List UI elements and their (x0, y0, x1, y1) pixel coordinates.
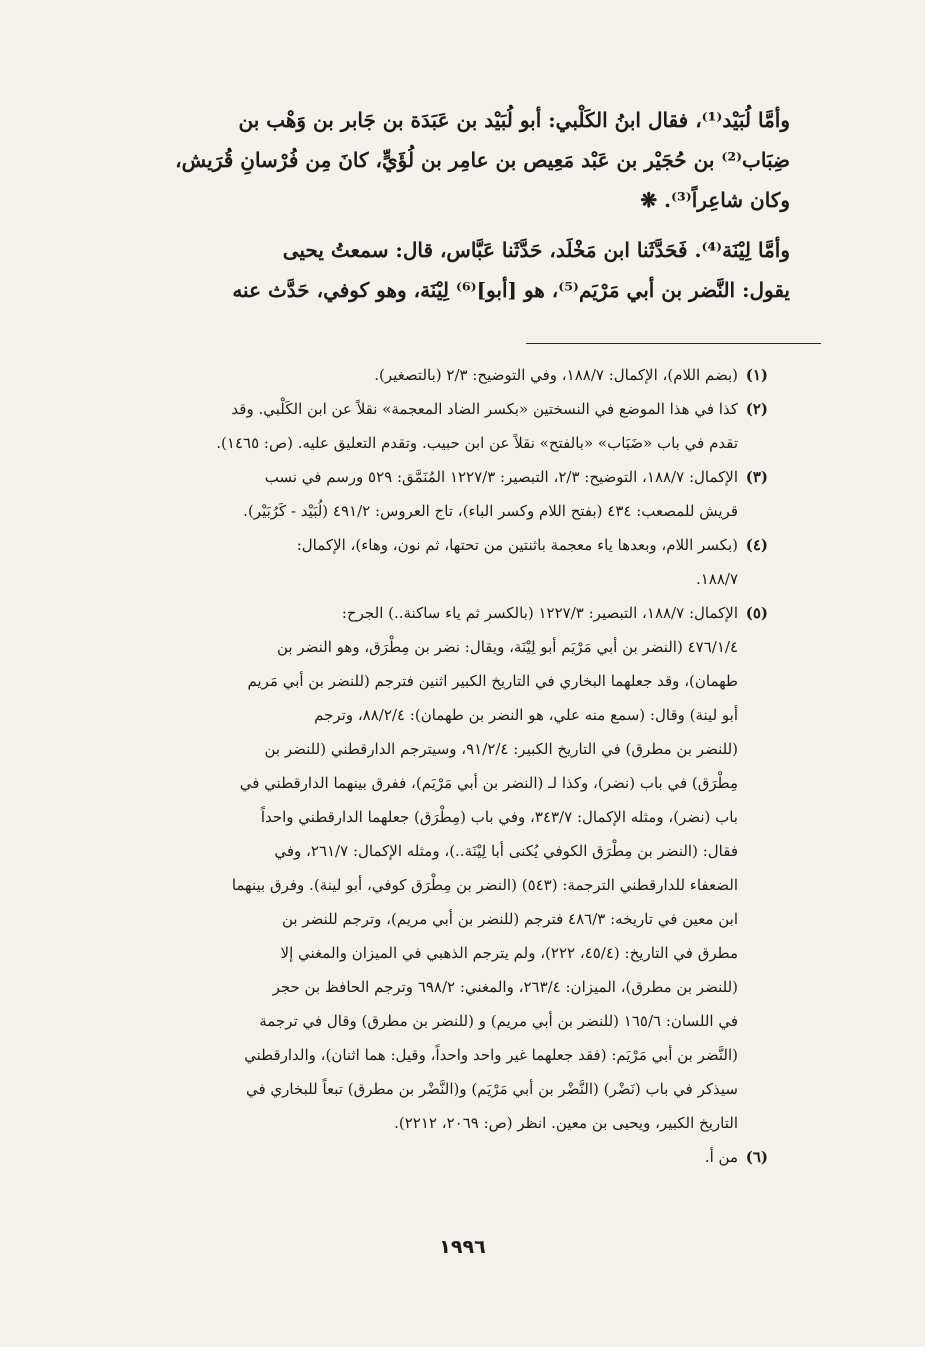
main-line: وأمَّا لِيْنَة⁽⁴⁾. فَحَدَّثَنا ابن مَخْلَد، حَدَّثَنا عَبَّاس، قال: سمعتُ يحيى (282, 238, 790, 262)
footnote-body (98, 460, 738, 528)
footnote-line: (النَّضر بن أبي مَرْيَم: (فقد جعلهما غير واحد واحداً، وقيل: هما اثنان)، والدارقطني (244, 1046, 738, 1064)
footnote-line: مطرق في التاريخ: (٤٥/٤، ٢٢٢)، ولم يترجم الذهبي في الميزان والمغني إلا (280, 944, 738, 962)
footnote-number: (٢) (745, 400, 768, 418)
footnote-3 (98, 460, 768, 528)
paragraph-lubayd (100, 100, 812, 220)
footnote-5 (98, 596, 768, 1140)
footnote-line: (بضم اللام)، الإكمال: ١٨٨/٧، وفي التوضيح: ٢/٣ (بالتصغير). (374, 366, 738, 384)
footnote-line: تقدم في باب «ضَبَاب» «بالفتح» نقلاً عن ابن حبيب. وتقدم التعليق عليه. (ص: ١٤٦٥). (216, 434, 738, 452)
footnote-line: (بكسر اللام، وبعدها ياء معجمة باثنتين من تحتها، ثم نون، وهاء)، الإكمال: (296, 536, 738, 554)
main-line: ضِبَاب⁽²⁾ بن حُجَيْر بن عَبْد مَعِيص بن عامِر بن لُؤَيٍّ، كانَ مِن فُرْسانِ قُرَيش، (175, 148, 790, 172)
footnote-line: الإكمال: ١٨٨/٧، التبصير: ١٢٢٧/٣ (بالكسر ثم ياء ساكنة..) الجرح: (341, 604, 738, 622)
footnote-number: (٤) (745, 536, 768, 554)
footnote-number: (٣) (745, 468, 768, 486)
footnote-line: فقال: (النضر بن مِطْرَق الكوفي يُكنى أبا لِيْنَة..)، ومثله الإكمال: ٢٦١/٧، وفي (274, 842, 738, 860)
footnote-line: (للنضر بن مطرق)، الميزان: ٢٦٣/٤، والمغني: ٦٩٨/٢ وترجم الحافظ بن حجر (272, 978, 738, 996)
footnote-body (98, 596, 738, 1140)
paragraph-lina (100, 230, 812, 310)
footnote-line: ابن معين في تاريخه: ٤٨٦/٣ فترجم (للنضر بن أبي مريم)، وترجم للنضر بن (281, 910, 738, 928)
footnote-2 (98, 392, 768, 460)
main-line: وأمَّا لُبَيْد⁽¹⁾، فقال ابنُ الكَلْبي: أبو لُبَيْد بن عَبَدَة بن جَابر بن وَهْب بن (238, 108, 790, 132)
footnote-line: طهمان)، وقد جعلهما البخاري في التاريخ الكبير اثنين فترجم (للنضر بن أبي مَريم (247, 672, 738, 690)
footnote-body (98, 358, 738, 392)
main-text (100, 100, 812, 310)
footnote-4 (98, 528, 768, 596)
main-line: وكان شاعِراً⁽³⁾. ❋ (640, 188, 790, 212)
page-number: ١٩٩٦ (439, 1236, 486, 1258)
footnote-line: مِطْرَق) في باب (نضر)، وكذا لـ (النضر بن أبي مَرْيَم)، ففرق بينهما الدارقطني في (239, 774, 738, 792)
footnote-line: الضعفاء للدارقطني الترجمة: (٥٤٣) (النضر بن مِطْرَق كوفي، أبو لينة). وفرق بينهما (231, 876, 738, 894)
footnote-line: ٤٧٦/١/٤ (النضر بن أبي مَرْيَم أبو لِيْنَة، ويقال: نضر بن مِطْرَق، وهو النضر بن (276, 638, 738, 656)
footnote-body (98, 392, 738, 460)
footnote-line: ١٨٨/٧. (695, 570, 738, 588)
footnote-line: كذا في هذا الموضع في النسختين «بكسر الضاد المعجمة» نقلاً عن ابن الكَلْبي. وقد (231, 400, 738, 418)
footnote-number: (٦) (745, 1148, 768, 1166)
main-line: يقول: النَّضر بن أبي مَرْيَم⁽⁵⁾، هو [أبو]⁽⁶⁾ لِيْنَة، وهو كوفي، حَدَّث عنه (232, 278, 790, 302)
footnote-number: (١) (745, 366, 768, 384)
footnote-1 (98, 358, 768, 392)
footnote-line: باب (نضر)، ومثله الإكمال: ٣٤٣/٧، وفي باب (مِطْرَق) جعلهما الدارقطني واحداً (260, 808, 738, 826)
footnote-line: الإكمال: ١٨٨/٧، التوضيح: ٢/٣، التبصير: ١٢٢٧/٣ المُنَمَّق: ٥٢٩ ورسم في نسب (264, 468, 738, 486)
footnote-line: (للنضر بن مطرق) في التاريخ الكبير: ٩١/٢/٤، وسيترجم الدارقطني (للنضر بن (264, 740, 738, 758)
footnote-body (98, 1140, 738, 1174)
footnote-line: أبو لينة) وقال: (سمع منه علي، هو النضر بن طهمان): ٨٨/٢/٤، وترجم (314, 706, 738, 724)
footnote-6 (98, 1140, 768, 1174)
footnote-line: من أ. (704, 1148, 738, 1166)
footnote-body (98, 528, 738, 596)
footnote-line: قريش للمصعب: ٤٣٤ (بفتح اللام وكسر الباء)، تاج العروس: ٤٩١/٢ (لُبَيْد - كَرُبَيْر). (243, 502, 738, 520)
footnote-line: سيذكر في باب (نَضْر) (النَّضْر بن أبي مَرْيَم) و(النَّضْر بن مطرق) تبعاً للبخاري في (245, 1080, 738, 1098)
footnote-number: (٥) (745, 604, 768, 622)
footnote-line: في اللسان: ١٦٥/٦ (للنضر بن أبي مريم) و (للنضر بن مطرق) وقال في ترجمة (259, 1012, 738, 1030)
footnote-line: التاريخ الكبير، ويحيى بن معين. انظر (ص: ٢٠٦٩، ٢٢١٢). (394, 1114, 738, 1132)
footnotes (98, 358, 768, 1174)
footnote-divider (526, 343, 821, 344)
